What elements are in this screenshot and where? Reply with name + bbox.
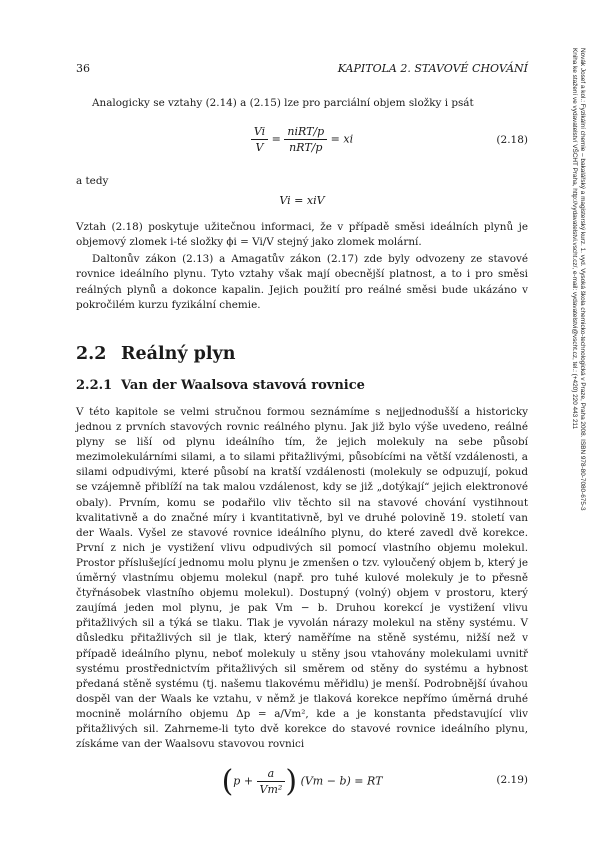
paragraph-van-der-waals: V této kapitole se velmi stručnou formou seznámíme s nejjednodušší a historicky jednou z prvních stavových rovnic reálného plynu. Jak již bylo výše uvedeno, reálné plyny se liší od plynu ideálního tím, že jejich molekuly na sebe působí mezimolekulárními silami, a to silami přitažlivými, působícími na větší vzdálenosti, a silami odpudivými, které působí na kratší vzdálenosti (molekuly se odpuzují, pokud se vzájemně přiblíží na tak malou vzdálenost, kdy se již „dotýkají“ jejich elektronové obaly). Prvním, komu se podařilo vliv těchto sil na stavové chování vystihnout kvalitativně a do značné míry i kvantitativně, byl ve druhé polovině 19. století van der Waals. Vyšel ze stavové rovnice ideálního plynu, do které zavedl dvě korekce. První z nich je vystižení vlivu odpudivých sil pomocí vlastního objemu molekul. Prostor příslušející jednomu molu plynu je zmenšen o tzv. vyloučený objem b, který je úměrný vlastnímu objemu molekul (např. pro tuhé kulové molekuly je to přesně čtyřnásobek vlastního objemu molekul). Dostupný (volný) objem v prostoru, který zaujímá jeden mol plynu, je pak Vm − b. Druhou korekcí je vystižení vlivu přitažlivých sil a týká se tlaku. Tlak je vyvolán nárazy molekul na stěny systému. V důsledku přitažlivých sil je tlak, který naměříme na stěně systému, nižší než v případě ideálního plynu, neboť molekuly u stěny jsou vtahovány molekulami uvnitř systému prostřednictvím přitažlivých sil směrem od stěny do systému a hybnost předaná stěně systému (tj. našemu tlakovému měřidlu) je menší. Podrobnější úvahou dospěl van der Waals ke vztahu, v němž je tlaková korekce nepřímo úměrná druhé mocnině molárního objemu Δp = a/Vm², kde a je konstanta představující vliv přitažlivých sil. Zahrneme-li tyto dvě korekce do stavové rovnice ideálního plynu, získáme van der Waalsovu stavovou rovnici	[76, 406, 528, 751]
fraction-nrt: $\frac{\text{niRT/p}}{\text{nRT/p}}$	[284, 124, 327, 155]
paragraph-dalton: Daltonův zákon (2.13) a Amagatův zákon (2.17) zde byly odvozeny ze stavové rovnice ideálního plynu. Tyto vztahy však mají obecnější platnost, a to i pro směsi reálných plynů a dokonce kapalin. Jejich použití pro reálné směsi bude ukázáno v pokročilém kurzu fyzikální chemie.	[76, 253, 528, 311]
paragraph-and-then: a tedy	[76, 175, 109, 187]
fraction-a-vm2: $\frac{a}{\text{Vm²}}$	[257, 766, 286, 797]
page-number: 36	[76, 62, 90, 75]
equation-vi: Vi = xiV	[279, 194, 325, 207]
equation-number: (2.18)	[496, 134, 528, 146]
paragraph-intro: Analogicky se vztahy (2.14) a (2.15) lze pro parciální objem složky i psát	[92, 97, 474, 109]
citation-sidebar	[570, 48, 586, 511]
paragraph-volume-fraction: Vztah (2.18) poskytuje užitečnou informaci, že v případě směsi ideálních plynů je objemový zlomek i-té složky ϕi = Vi/V stejný jako zlomek molární.	[76, 221, 528, 249]
equation-2-18: $\frac{Vi}{V}$ = $\frac{\text{niRT/p}}{\text{nRT/p}}$ = xi (2.18)	[76, 124, 528, 160]
subsection-heading: 2.2.1 Van der Waalsova stavová rovnice	[76, 378, 365, 393]
equation-2-19: (p + $\frac{a}{\text{Vm²}}$ ) (Vm − b) = RT (2.19)	[221, 764, 528, 799]
equation-rhs: = xi	[330, 132, 354, 146]
section-heading: 2.2 Reálný plyn	[76, 344, 236, 364]
equation-number: (2.19)	[496, 774, 528, 786]
citation-line-1: Novák Josef a kol.: Fyzikální chemie – bakalářský a magisterský kurz. 1. vyd. Vysoká škola chemicko-technologická v Praze, Praha 2008. ISBN 978-80-7080-675-3	[579, 48, 586, 511]
fraction-vi-v: $\frac{Vi}{V}$	[251, 124, 268, 155]
running-header: KAPITOLA 2. STAVOVÉ CHOVÁNÍ	[337, 62, 528, 75]
citation-line-2: Kniha ke stažení ve vydavatelství VŠCHT Praha, http://vydavatelstvi.vscht.cz/, e-mail: vydavatelstvi@vscht.cz, tel.: (+420) 220 443 211	[571, 48, 578, 430]
